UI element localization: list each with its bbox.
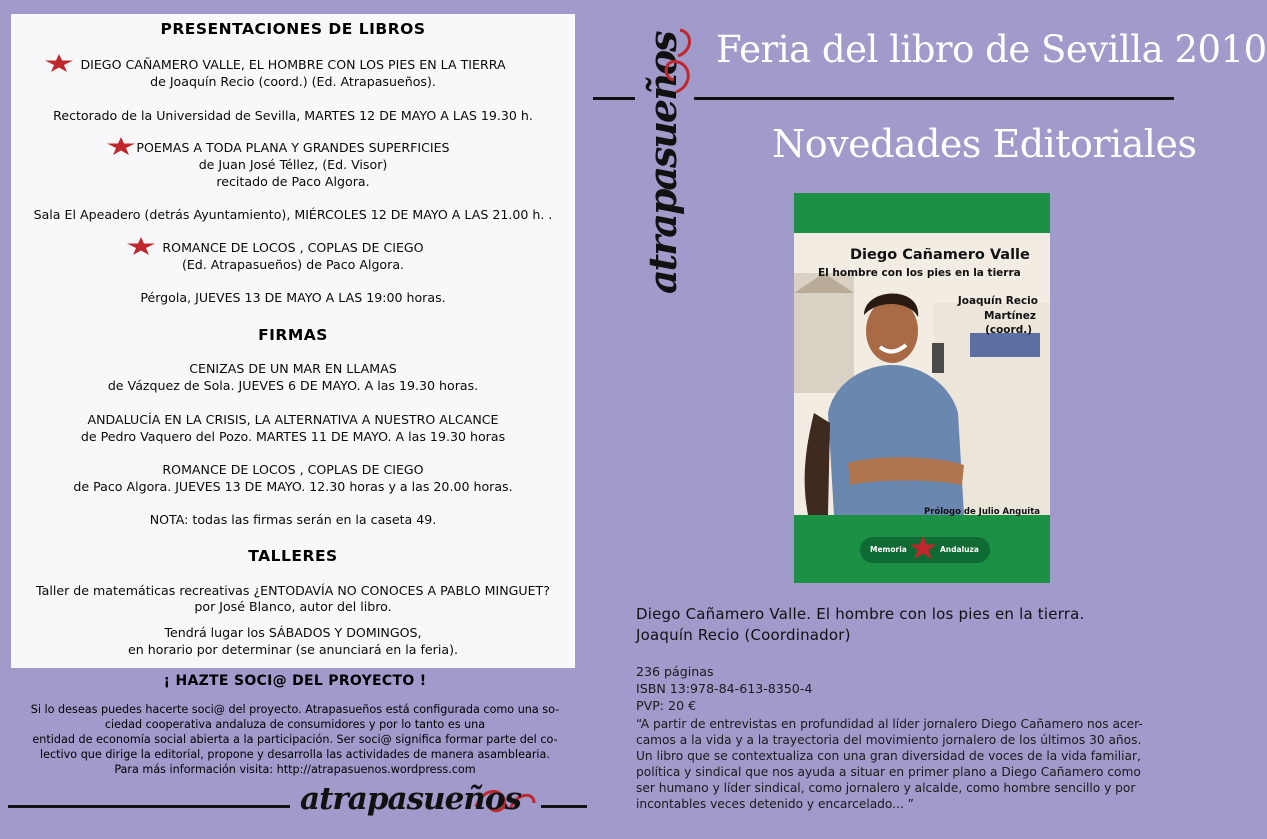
- taller-1-title: Taller de matemáticas recreativas ¿ENTODAVÍA NO CONOCES A PABLO MINGUET?: [36, 583, 550, 598]
- book-description-4: política y sindical que nos ayuda a situar en primer plano a Diego Cañamero como: [636, 765, 1141, 779]
- atrapasuenos-logo: [298, 779, 538, 819]
- membership-text-3: entidad de economía social abierta a la participación. Ser soci@ significa formar parte del co-: [32, 733, 558, 746]
- divider-line: [593, 97, 635, 100]
- firmas-note: NOTA: todas las firmas serán en la caseta 49.: [149, 512, 437, 527]
- presentation-2-title: POEMAS A TODA PLANA Y GRANDES SUPERFICIES: [136, 140, 450, 155]
- series-label-right: Andaluza: [940, 545, 979, 554]
- presentation-1-venue: Rectorado de la Universidad de Sevilla, MARTES 12 DE MAYO A LAS 19.30 h.: [53, 108, 533, 123]
- cover-prologue: Prólogo de Julio Anguita: [923, 507, 1040, 517]
- membership-link: Para más información visita: http://atrapasuenos.wordpress.com: [114, 763, 476, 776]
- membership-text-4: lectivo que dirige la editorial, propone y desarrolla las actividades de manera asamblearia.: [40, 748, 550, 761]
- presentation-1-title: DIEGO CAÑAMERO VALLE, EL HOMBRE CON LOS PIES EN LA TIERRA: [80, 57, 506, 72]
- membership-text-2: ciedad cooperativa andaluza de consumidores y por lo tanto es una: [104, 718, 486, 731]
- events-panel: [11, 14, 575, 668]
- book-cover: [794, 193, 1050, 583]
- membership-heading: ¡ HAZTE SOCI@ DEL PROYECTO !: [163, 673, 427, 689]
- firma-1-title: CENIZAS DE UN MAR EN LLAMAS: [189, 361, 397, 376]
- talleres-heading: TALLERES: [248, 547, 338, 565]
- book-isbn: ISBN 13:978-84-613-8350-4: [636, 681, 813, 696]
- cover-author-2: Martínez: [983, 310, 1036, 322]
- book-description-3: Un libro que se contextualiza con una gran diversidad de voces de la vida familiar,: [636, 749, 1141, 763]
- star-icon: [909, 536, 937, 560]
- series-label-left: Memoria: [870, 545, 907, 554]
- presentation-2-author: de Juan José Téllez, (Ed. Visor): [198, 157, 388, 172]
- cover-subtitle: El hombre con los pies en la tierra: [818, 267, 1021, 279]
- firma-1-detail: de Vázquez de Sola. JUEVES 6 DE MAYO. A las 19.30 horas.: [107, 378, 479, 393]
- firmas-heading: FIRMAS: [258, 326, 328, 344]
- presentation-3-title: ROMANCE DE LOCOS , COPLAS DE CIEGO: [162, 240, 424, 255]
- book-price: PVP: 20 €: [636, 698, 697, 713]
- divider-line: [694, 97, 1174, 100]
- presentation-3-author: (Ed. Atrapasueños) de Paco Algora.: [181, 257, 405, 272]
- cover-author-1: Joaquín Recio: [957, 295, 1038, 307]
- book-heading-title: Diego Cañamero Valle. El hombre con los pies en la tierra.: [636, 605, 1085, 623]
- taller-schedule-2: en horario por determinar (se anunciará en la feria).: [128, 642, 458, 657]
- section-title: Novedades Editoriales: [772, 122, 1197, 166]
- divider-line: [8, 805, 290, 808]
- presentation-2-venue: Sala El Apeadero (detrás Ayuntamiento), MIÉRCOLES 12 DE MAYO A LAS 21.00 h. .: [33, 207, 553, 222]
- book-description-6: incontables veces detenido y encarcelado... ”: [636, 797, 914, 811]
- divider-line: [541, 805, 587, 808]
- book-pages: 236 páginas: [636, 664, 714, 679]
- taller-1-author: por José Blanco, autor del libro.: [194, 599, 392, 614]
- vertical-logo: [630, 22, 690, 294]
- presentation-3-venue: Pérgola, JUEVES 13 DE MAYO A LAS 19:00 horas.: [140, 290, 446, 305]
- book-heading-author: Joaquín Recio (Coordinador): [636, 626, 851, 644]
- firma-3-detail: de Paco Algora. JUEVES 13 DE MAYO. 12.30 horas y a las 20.00 horas.: [73, 479, 513, 494]
- vertical-logo-text: atrapasueños: [640, 32, 685, 294]
- presentaciones-heading: PRESENTACIONES DE LIBROS: [160, 20, 426, 38]
- firma-2-title: ANDALUCÍA EN LA CRISIS, LA ALTERNATIVA A NUESTRO ALCANCE: [87, 412, 499, 427]
- fair-title: Feria del libro de Sevilla 2010: [716, 28, 1267, 71]
- presentation-2-reader: recitado de Paco Algora.: [216, 174, 370, 189]
- membership-text-1: Si lo deseas puedes hacerte soci@ del proyecto. Atrapasueños está configurada como una so-: [30, 703, 560, 716]
- firma-2-detail: de Pedro Vaquero del Pozo. MARTES 11 DE MAYO. A las 19.30 horas: [80, 429, 506, 444]
- cover-author-3: (coord.): [985, 324, 1032, 336]
- book-description-5: ser humano y líder sindical, como jornalero y alcalde, como hombre sencillo y por: [636, 781, 1136, 795]
- logo-text: atrapasueños: [300, 781, 521, 817]
- presentation-1-author: de Joaquín Recio (coord.) (Ed. Atrapasueños).: [150, 74, 436, 89]
- firma-3-title: ROMANCE DE LOCOS , COPLAS DE CIEGO: [162, 462, 424, 477]
- taller-schedule-1: Tendrá lugar los SÁBADOS Y DOMINGOS,: [164, 625, 422, 640]
- book-description-1: “A partir de entrevistas en profundidad al líder jornalero Diego Cañamero nos acer-: [636, 717, 1143, 731]
- cover-title: Diego Cañamero Valle: [850, 247, 1030, 263]
- book-description-2: camos a la vida y a la trayectoria del movimiento jornalero de los últimos 30 años.: [636, 733, 1142, 747]
